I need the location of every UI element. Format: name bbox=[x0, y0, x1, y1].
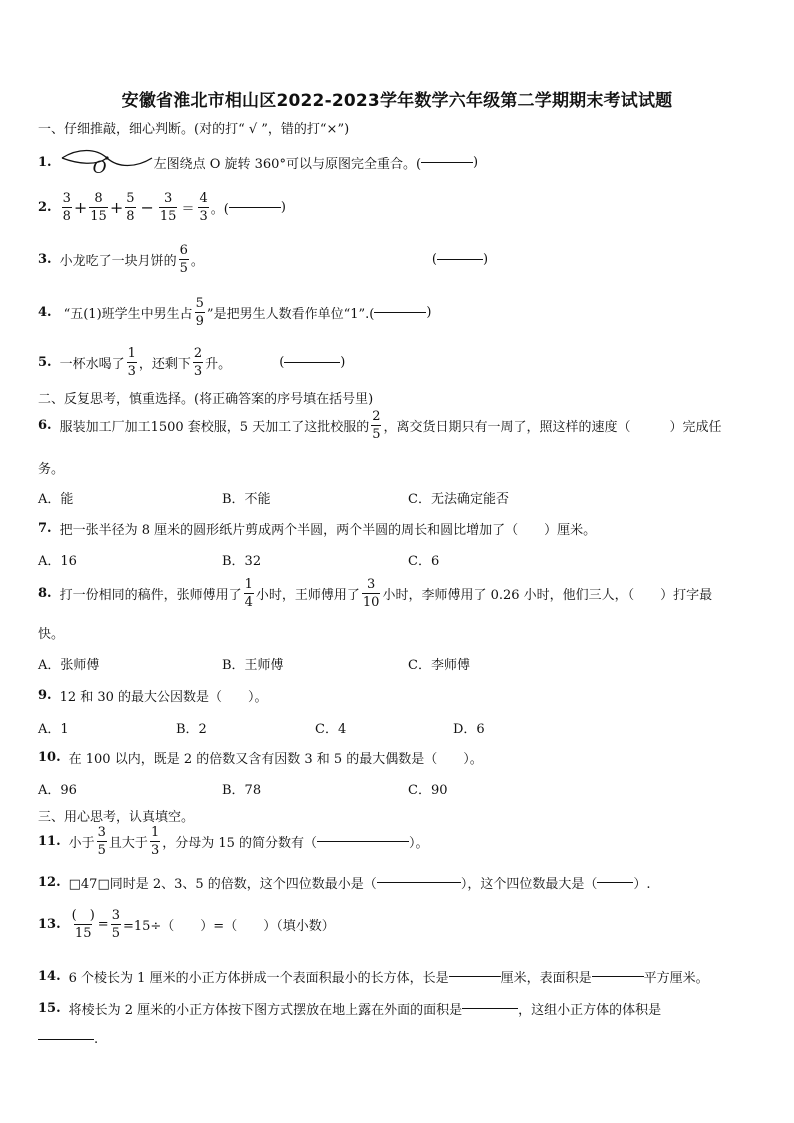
fraction: $\frac{6}{5}$ bbox=[179, 243, 188, 276]
option-b[interactable]: B．78 bbox=[222, 783, 262, 798]
answer-blank[interactable] bbox=[421, 162, 473, 163]
option-c[interactable]: C．无法确定能否 bbox=[408, 492, 509, 507]
section-3-heading: 三、用心思考，认真填空。 bbox=[38, 810, 195, 825]
answer-blank-volume[interactable] bbox=[38, 1039, 94, 1040]
question-11: 11. 小于 $\frac{3}{5}$ 且大于 $\frac{1}{3}$ ，分母为 15 的简分数有（ ）。 bbox=[38, 825, 429, 858]
answer-blank-min[interactable] bbox=[377, 882, 461, 883]
page-title: 安徽省淮北市相山区2022-2023学年数学六年级第二学期期末考试试题 bbox=[121, 91, 673, 111]
fraction: $\frac{3}{5}$ bbox=[97, 825, 106, 858]
option-b[interactable]: B．王师傅 bbox=[222, 658, 284, 673]
section-1-heading: 一、仔细推敲，细心判断。(对的打“ √ ”，错的打“×”) bbox=[38, 122, 350, 137]
question-3: 3. 小龙吃了一块月饼的 $\frac{6}{5}$ 。 ( ) bbox=[38, 243, 489, 276]
answer-blank[interactable] bbox=[284, 362, 340, 363]
option-c[interactable]: C．6 bbox=[408, 554, 440, 569]
fraction: $\frac{( )}{15}$ bbox=[71, 908, 95, 941]
option-b[interactable]: B．32 bbox=[222, 554, 262, 569]
option-a[interactable]: A．能 bbox=[38, 492, 74, 507]
fraction: $\frac{8}{15}$ bbox=[90, 191, 107, 224]
question-4: 4. “五(1)班学生中男生占 $\frac{5}{9}$ ”是把男生人数看作单位“1”.( ) bbox=[38, 296, 432, 329]
question-15-continued: . bbox=[38, 1032, 98, 1047]
option-b[interactable]: B．不能 bbox=[222, 492, 271, 507]
option-a[interactable]: A．张师傅 bbox=[38, 658, 100, 673]
option-d[interactable]: D．6 bbox=[453, 722, 485, 737]
question-12: 12. □47□同时是 2、3、5 的倍数，这个四位数最小是（ ），这个四位数最大是（ ）. bbox=[38, 875, 651, 892]
fraction: $\frac{5}{9}$ bbox=[195, 296, 204, 329]
fraction: $\frac{3}{15}$ bbox=[159, 191, 177, 224]
point-o-label: O bbox=[92, 158, 107, 178]
answer-blank[interactable] bbox=[229, 207, 281, 208]
fraction: $\frac{1}{3}$ bbox=[127, 346, 136, 379]
answer-blank-area[interactable] bbox=[592, 976, 644, 977]
option-a[interactable]: A．1 bbox=[38, 722, 69, 737]
fraction: $\frac{1}{4}$ bbox=[244, 577, 253, 610]
option-c[interactable]: C．4 bbox=[315, 722, 347, 737]
section-2-heading: 二、反复思考，慎重选择。(将正确答案的序号填在括号里) bbox=[38, 392, 374, 407]
answer-blank-max[interactable] bbox=[597, 882, 633, 883]
answer-blank[interactable] bbox=[374, 312, 426, 313]
fraction: $\frac{3}{8}$ bbox=[62, 191, 71, 224]
question-6: 6. 服装加工厂加工1500 套校服，5 天加工了这批校服的 $\frac{2}{5}$ ，离交货日期只有一周了，照这样的速度（ ）完成任 bbox=[38, 409, 722, 442]
option-a[interactable]: A．96 bbox=[38, 783, 77, 798]
option-b[interactable]: B．2 bbox=[176, 722, 207, 737]
question-2: 2. $\frac{3}{8}$ + $\frac{8}{15}$ + $\frac{5}{8}$ − $\frac{3}{15}$ ＝ $\frac{4}{3}$ 。( ) bbox=[38, 191, 286, 224]
fraction: $\frac{5}{8}$ bbox=[126, 191, 135, 224]
question-1: 1. O 左图绕点 O 旋转 360°可以与原图完全重合。( ) bbox=[38, 146, 478, 178]
question-10: 10. 在 100 以内，既是 2 的倍数又含有因数 3 和 5 的最大偶数是（ ）。 bbox=[38, 750, 483, 767]
answer-blank[interactable] bbox=[437, 259, 483, 260]
rotation-figure bbox=[60, 146, 154, 178]
question-13: 13. $\frac{( )}{15}$ = $\frac{3}{5}$ =15÷（ ）=（ ）（填小数） bbox=[38, 908, 335, 941]
answer-blank[interactable] bbox=[317, 841, 409, 842]
answer-blank-area[interactable] bbox=[462, 1008, 518, 1009]
question-15: 15. 将棱长为 2 厘米的小正方体按下图方式摆放在地上露在外面的面积是 ，这组小正方体的体积是 bbox=[38, 1001, 662, 1018]
answer-blank-length[interactable] bbox=[449, 976, 501, 977]
fraction: $\frac{3}{5}$ bbox=[111, 908, 120, 941]
fraction: $\frac{1}{3}$ bbox=[150, 825, 160, 858]
question-5: 5. 一杯水喝了 $\frac{1}{3}$ ，还剩下 $\frac{2}{3}$ 升。 ( ) bbox=[38, 346, 346, 379]
question-8: 8. 打一份相同的稿件，张师傅用了 $\frac{1}{4}$ 小时，王师傅用了 $\frac{3}{10}$ 小时，李师傅用了 0.26 小时，他们三人，（ ）打字最 bbox=[38, 577, 713, 610]
question-8-continued: 快。 bbox=[38, 627, 65, 642]
question-9: 9. 12 和 30 的最大公因数是（ ）。 bbox=[38, 688, 268, 705]
question-14: 14. 6 个棱长为 1 厘米的小正方体拼成一个表面积最小的长方体，长是 厘米，表面积是 平方厘米。 bbox=[38, 969, 709, 986]
option-c[interactable]: C．90 bbox=[408, 783, 448, 798]
wave-curve-icon bbox=[60, 146, 154, 178]
fraction: $\frac{2}{5}$ bbox=[372, 409, 381, 442]
question-7: 7. 把一张半径为 8 厘米的圆形纸片剪成两个半圆，两个半圆的周长和圆比增加了（ ）厘米。 bbox=[38, 521, 597, 538]
fraction: $\frac{2}{3}$ bbox=[193, 346, 203, 379]
option-a[interactable]: A．16 bbox=[38, 554, 77, 569]
fraction: $\frac{3}{10}$ bbox=[362, 577, 380, 610]
option-c[interactable]: C．李师傅 bbox=[408, 658, 470, 673]
question-6-continued: 务。 bbox=[38, 462, 65, 477]
fraction: $\frac{4}{3}$ bbox=[199, 191, 208, 224]
